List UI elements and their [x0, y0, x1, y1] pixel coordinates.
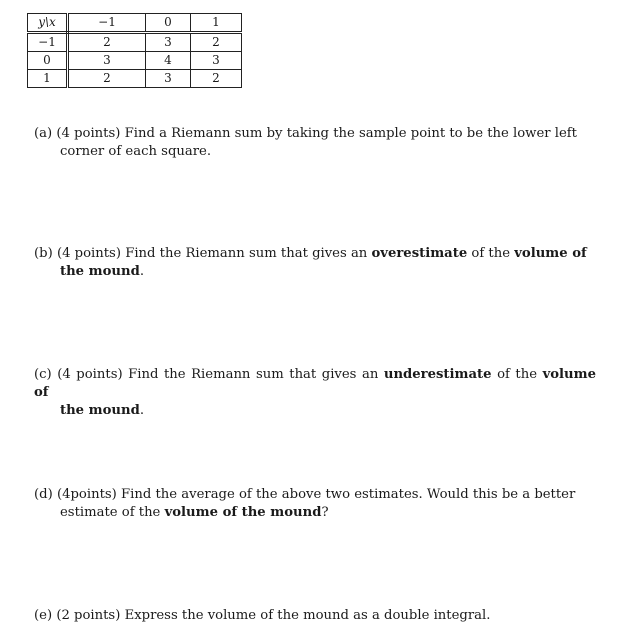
- table-cell: 2: [191, 33, 242, 52]
- emphasis-volume: volume of: [514, 246, 587, 261]
- table-header-cell: −1: [68, 14, 146, 33]
- question-a: [34, 125, 596, 161]
- question-points: (4 points): [56, 246, 121, 261]
- table-row-header: 0: [28, 52, 68, 70]
- question-label: (c): [34, 367, 52, 382]
- table-cell: 3: [191, 52, 242, 70]
- table-row-header: −1: [28, 33, 68, 52]
- question-label: (d): [34, 487, 53, 502]
- table-cell: 3: [68, 52, 146, 70]
- table-cell: 4: [146, 52, 191, 70]
- question-end: ?: [321, 505, 329, 520]
- values-table: [27, 13, 242, 88]
- question-text-continued: [34, 504, 596, 522]
- question-text: Find the Riemann sum that gives an: [125, 246, 368, 261]
- table-cell: 3: [146, 70, 191, 88]
- table-row: [28, 33, 242, 52]
- emphasis-underestimate: underestimate: [383, 367, 492, 382]
- emphasis-mound: the mound: [60, 403, 140, 418]
- question-text: Find the Riemann sum that gives an: [128, 367, 379, 382]
- question-text: estimate of the: [60, 505, 161, 520]
- question-text-continued: [34, 263, 596, 281]
- table-header-row: [28, 14, 242, 33]
- table-cell: 2: [191, 70, 242, 88]
- question-points: (4 points): [57, 367, 123, 382]
- question-end: .: [139, 264, 145, 279]
- table-corner-cell: y\x: [28, 14, 68, 33]
- table-row-header: 1: [28, 70, 68, 88]
- question-points: (2 points): [56, 608, 121, 623]
- table-cell: 2: [68, 70, 146, 88]
- table-cell: 2: [68, 33, 146, 52]
- question-label: (b): [34, 246, 53, 261]
- table-header-cell: 1: [191, 14, 242, 33]
- table-cell: 3: [146, 33, 191, 52]
- emphasis-volume-of-mound: volume of the mound: [164, 505, 322, 520]
- question-b: [34, 245, 596, 281]
- question-text: Find the average of the above two estimates. Would this be a better: [120, 487, 576, 502]
- emphasis-overestimate: overestimate: [371, 246, 468, 261]
- table-header-cell: 0: [146, 14, 191, 33]
- question-text: Find a Riemann sum by taking the sample point to be the lower left: [124, 126, 577, 141]
- emphasis-volume: volume of: [34, 367, 596, 400]
- question-e: [34, 607, 596, 625]
- question-text: of the: [471, 246, 511, 261]
- question-c: [34, 366, 596, 420]
- question-text: Express the volume of the mound as a double integral.: [124, 608, 491, 623]
- question-points: (4points): [56, 487, 117, 502]
- question-end: .: [139, 403, 145, 418]
- emphasis-mound: the mound: [60, 264, 140, 279]
- question-label: (a): [34, 126, 53, 141]
- question-text-continued: corner of each square.: [60, 144, 212, 159]
- table-row: [28, 52, 242, 70]
- question-points: (4 points): [56, 126, 121, 141]
- question-text-continued: [34, 402, 596, 420]
- question-d: [34, 486, 596, 522]
- question-label: (e): [34, 608, 53, 623]
- question-text: of the: [497, 367, 538, 382]
- table-row: [28, 70, 242, 88]
